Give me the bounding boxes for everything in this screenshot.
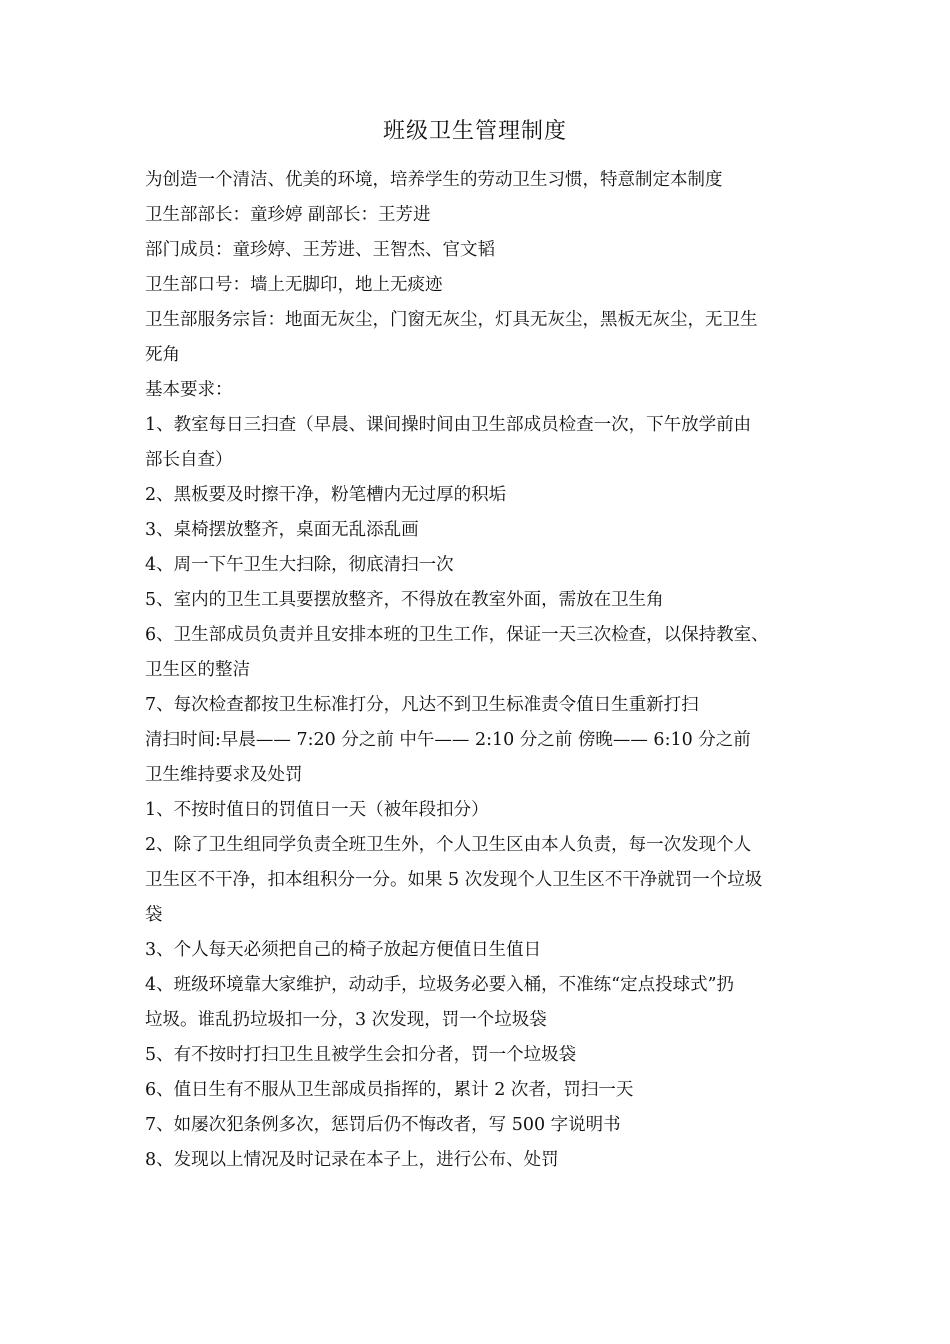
text-line: 为创造一个清洁、优美的环境，培养学生的劳动卫生习惯，特意制定本制度 <box>145 170 723 190</box>
text-line: 1、不按时值日的罚值日一天（被年段扣分） <box>145 800 489 820</box>
text-line: 卫生部部长：童珍婷 副部长：王芳进 <box>145 205 431 225</box>
text-line: 卫生维持要求及处罚 <box>145 765 303 785</box>
text-line: 7、每次检查都按卫生标准打分，凡达不到卫生标准责令值日生重新打扫 <box>145 695 699 715</box>
text-line: 部长自查） <box>145 450 233 470</box>
text-line: 5、室内的卫生工具要摆放整齐，不得放在教室外面，需放在卫生角 <box>145 590 664 610</box>
text-line: 6、值日生有不服从卫生部成员指挥的，累计 2 次者，罚扫一天 <box>145 1080 634 1100</box>
text-line: 4、周一下午卫生大扫除，彻底清扫一次 <box>145 555 454 575</box>
text-line: 垃圾。谁乱扔垃圾扣一分，3 次发现，罚一个垃圾袋 <box>145 1010 547 1030</box>
document-title: 班级卫生管理制度 <box>382 119 567 144</box>
text-line: 卫生区不干净，扣本组积分一分。如果 5 次发现个人卫生区不干净就罚一个垃圾 <box>145 870 763 890</box>
text-line: 1、教室每日三扫查（早晨、课间操时间由卫生部成员检查一次，下午放学前由 <box>145 415 752 435</box>
text-line: 5、有不按时打扫卫生且被学生会扣分者，罚一个垃圾袋 <box>145 1045 577 1065</box>
text-line: 卫生部口号：墙上无脚印，地上无痰迹 <box>145 275 443 295</box>
text-line: 2、除了卫生组同学负责全班卫生外，个人卫生区由本人负责，每一次发现个人 <box>145 835 752 855</box>
text-line: 6、卫生部成员负责并且安排本班的卫生工作，保证一天三次检查，以保持教室、 <box>145 625 769 645</box>
text-line: 卫生部服务宗旨：地面无灰尘，门窗无灰尘，灯具无灰尘，黑板无灰尘，无卫生 <box>145 310 758 330</box>
text-line: 部门成员：童珍婷、王芳进、王智杰、官文韬 <box>145 240 495 260</box>
text-line: 3、个人每天必须把自己的椅子放起方便值日生值日 <box>145 940 542 960</box>
text-line: 卫生区的整洁 <box>145 660 250 680</box>
text-line: 3、桌椅摆放整齐，桌面无乱添乱画 <box>145 520 419 540</box>
text-line: 2、黑板要及时擦干净，粉笔槽内无过厚的积垢 <box>145 485 507 505</box>
text-line: 4、班级环境靠大家维护，动动手，垃圾务必要入桶，不准练“定点投球式”扔 <box>145 975 735 995</box>
text-line: 袋 <box>145 905 163 925</box>
text-line: 清扫时间:早晨—— 7:20 分之前 中午—— 2:10 分之前 傍晚—— 6:10 分之前 <box>145 730 751 750</box>
document-body <box>145 163 813 1178</box>
text-line: 8、发现以上情况及时记录在本子上，进行公布、处罚 <box>145 1150 559 1170</box>
text-line: 基本要求： <box>145 380 233 400</box>
text-line: 死角 <box>145 345 180 365</box>
text-line: 7、如屡次犯条例多次，惩罚后仍不悔改者，写 500 字说明书 <box>145 1115 621 1135</box>
